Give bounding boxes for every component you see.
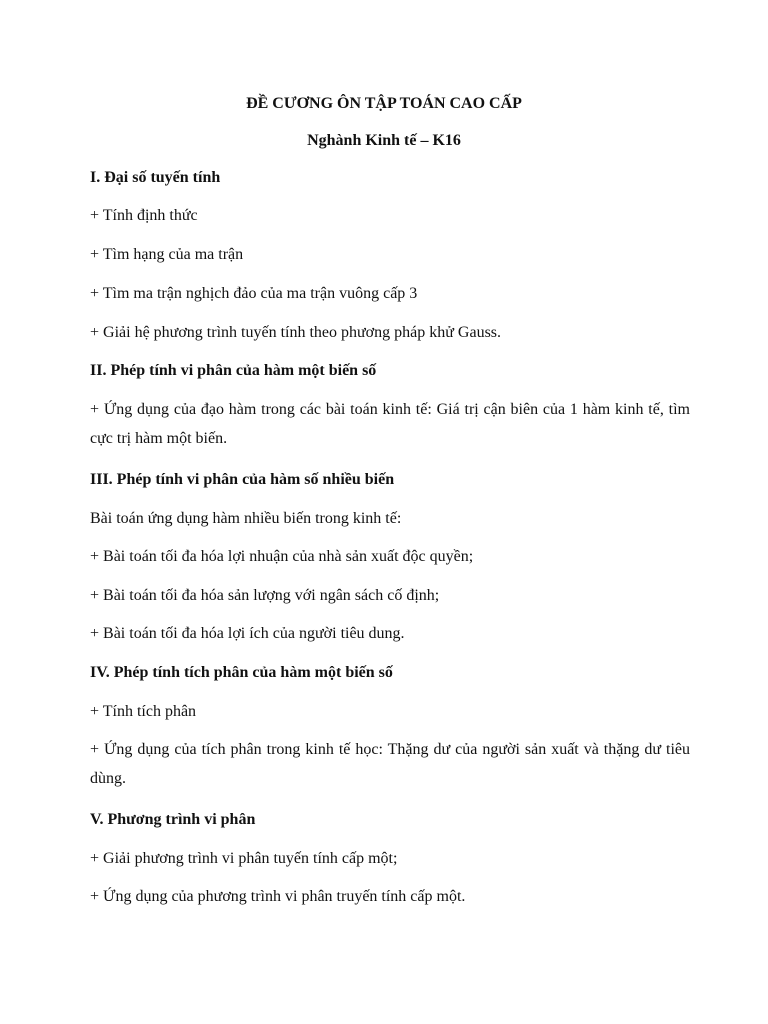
section-1-item-4: + Giải hệ phương trình tuyến tính theo phương pháp khử Gauss. — [90, 324, 502, 341]
section-1-item-3: + Tìm ma trận nghịch đảo của ma trận vuông cấp 3 — [90, 285, 418, 302]
section-heading-3: III. Phép tính vi phân của hàm số nhiều biến — [90, 471, 395, 488]
document-subtitle: Nghành Kinh tế – K16 — [307, 132, 461, 149]
section-3-item-1: Bài toán ứng dụng hàm nhiều biến trong kinh tế: — [90, 510, 402, 527]
section-1-item-2: + Tìm hạng của ma trận — [90, 246, 244, 263]
section-5-item-1: + Giải phương trình vi phân tuyến tính cấp một; — [90, 850, 398, 867]
section-heading-1: I. Đại số tuyến tính — [90, 169, 221, 186]
section-2-item-1: + Ứng dụng của đạo hàm trong các bài toán kinh tế: Giá trị cận biên của 1 hàm kinh tế, tìm cực trị hàm một biến. — [90, 401, 690, 447]
section-3-item-4: + Bài toán tối đa hóa lợi ích của người tiêu dung. — [90, 625, 405, 642]
section-heading-2: II. Phép tính vi phân của hàm một biến số — [90, 362, 377, 379]
section-3-item-3: + Bài toán tối đa hóa sản lượng với ngân sách cố định; — [90, 587, 440, 604]
section-heading-5: V. Phương trình vi phân — [90, 811, 256, 828]
section-4-item-1: + Tính tích phân — [90, 703, 197, 720]
section-3-item-2: + Bài toán tối đa hóa lợi nhuận của nhà sản xuất độc quyền; — [90, 548, 474, 565]
section-1-item-1: + Tính định thức — [90, 207, 198, 224]
section-5-item-2: + Ứng dụng của phương trình vi phân truyến tính cấp một. — [90, 888, 466, 905]
section-heading-4: IV. Phép tính tích phân của hàm một biến số — [90, 664, 393, 681]
section-4-item-2: + Ứng dụng của tích phân trong kinh tế học: Thặng dư của người sản xuất và thặng dư tiêu dùng. — [90, 741, 690, 787]
document-title: ĐỀ CƯƠNG ÔN TẬP TOÁN CAO CẤP — [246, 95, 522, 112]
